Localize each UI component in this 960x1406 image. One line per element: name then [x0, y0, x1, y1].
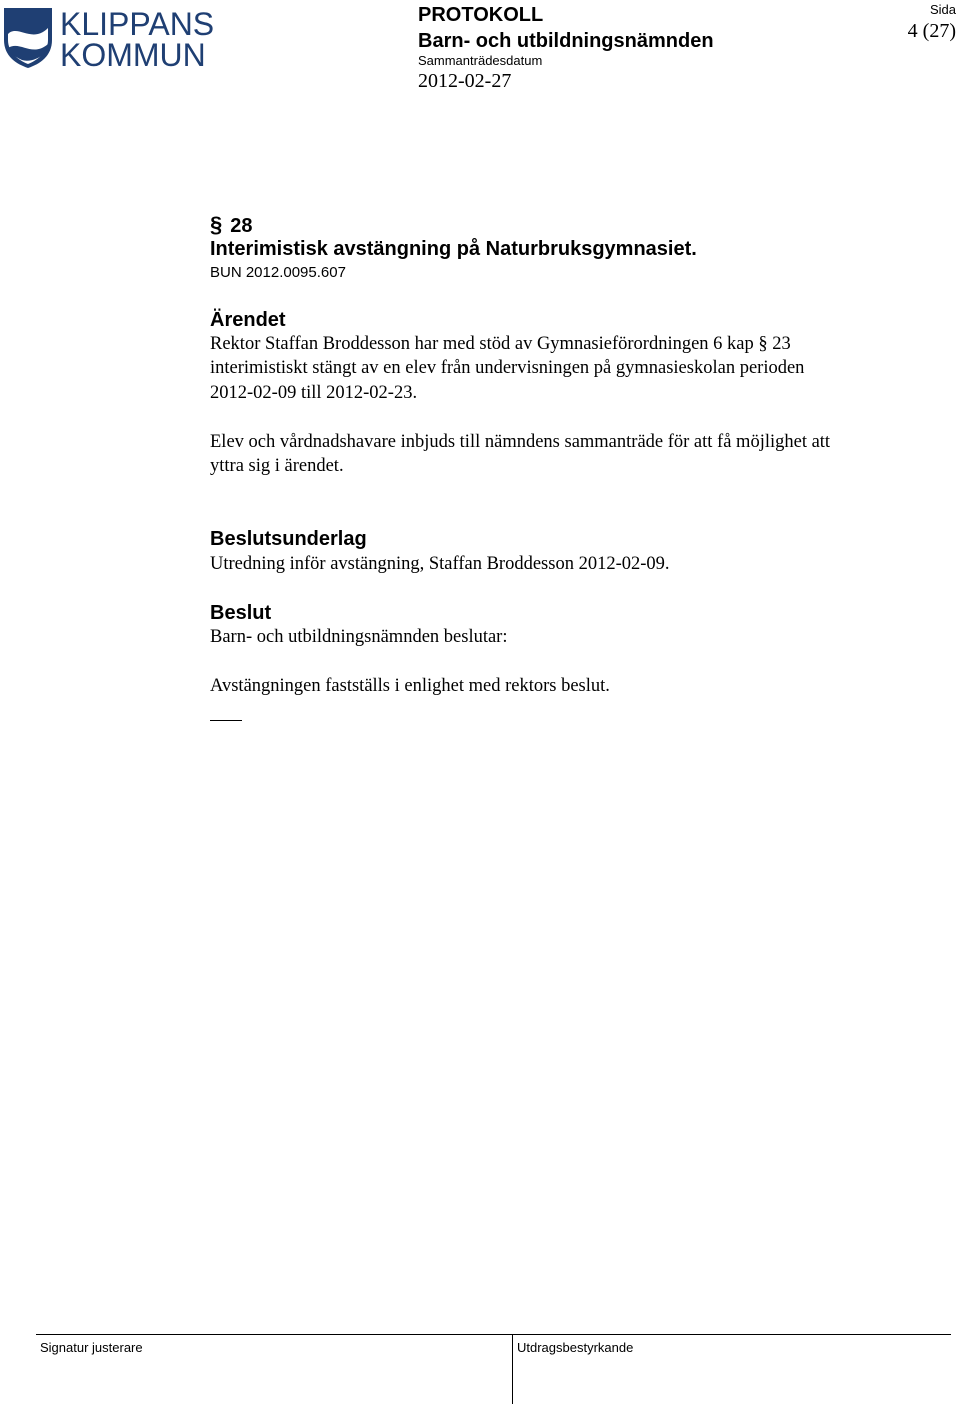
section-number-value: 28	[230, 215, 253, 237]
section-title: Interimistisk avstängning på Naturbruksgymnasiet.	[210, 238, 697, 260]
beslut-text2: Avstängningen fastställs i enlighet med rektors beslut.	[210, 676, 610, 696]
meeting-date-label: Sammanträdesdatum	[418, 53, 543, 68]
arendet-para1-line1: Rektor Staffan Broddesson har med stöd av Gymnasieförordningen 6 kap § 23	[210, 334, 791, 354]
beslut-text1: Barn- och utbildningsnämnden beslutar:	[210, 627, 508, 647]
beslutsunderlag-text: Utredning inför avstängning, Staffan Broddesson 2012-02-09.	[210, 554, 670, 574]
page-label: Sida	[929, 2, 956, 17]
arendet-para2-line1: Elev och vårdnadshavare inbjuds till nämndens sammanträde för att få möjlighet att	[210, 432, 831, 452]
arendet-para1-line3: 2012-02-09 till 2012-02-23.	[210, 383, 418, 403]
board-name: Barn- och utbildningsnämnden	[418, 30, 714, 52]
heading-beslut: Beslut	[210, 602, 272, 624]
certification-field-label: Utdragsbestyrkande	[517, 1340, 634, 1355]
page-number: 4 (27)	[907, 20, 956, 42]
footer-divider	[512, 1334, 513, 1404]
paragraph-symbol: §	[210, 212, 223, 237]
section-number	[210, 212, 253, 238]
arendet-para2-line2: yttra sig i ärendet.	[210, 456, 344, 476]
klippan-shield-icon	[2, 4, 216, 68]
heading-arendet: Ärendet	[210, 309, 286, 331]
meeting-date: 2012-02-27	[418, 70, 512, 92]
logo-line1: KLIPPANS	[60, 6, 215, 42]
heading-beslutsunderlag: Beslutsunderlag	[210, 528, 367, 550]
footer-rule	[36, 1334, 951, 1335]
end-rule	[210, 720, 242, 721]
logo-line2: KOMMUN	[60, 37, 206, 68]
klippan-logo	[2, 4, 216, 68]
document-title: PROTOKOLL	[418, 4, 544, 26]
case-number: BUN 2012.0095.607	[210, 264, 346, 281]
signature-field-label: Signatur justerare	[40, 1340, 143, 1355]
arendet-para1-line2: interimistiskt stängt av en elev från undervisningen på gymnasieskolan perioden	[210, 358, 805, 378]
